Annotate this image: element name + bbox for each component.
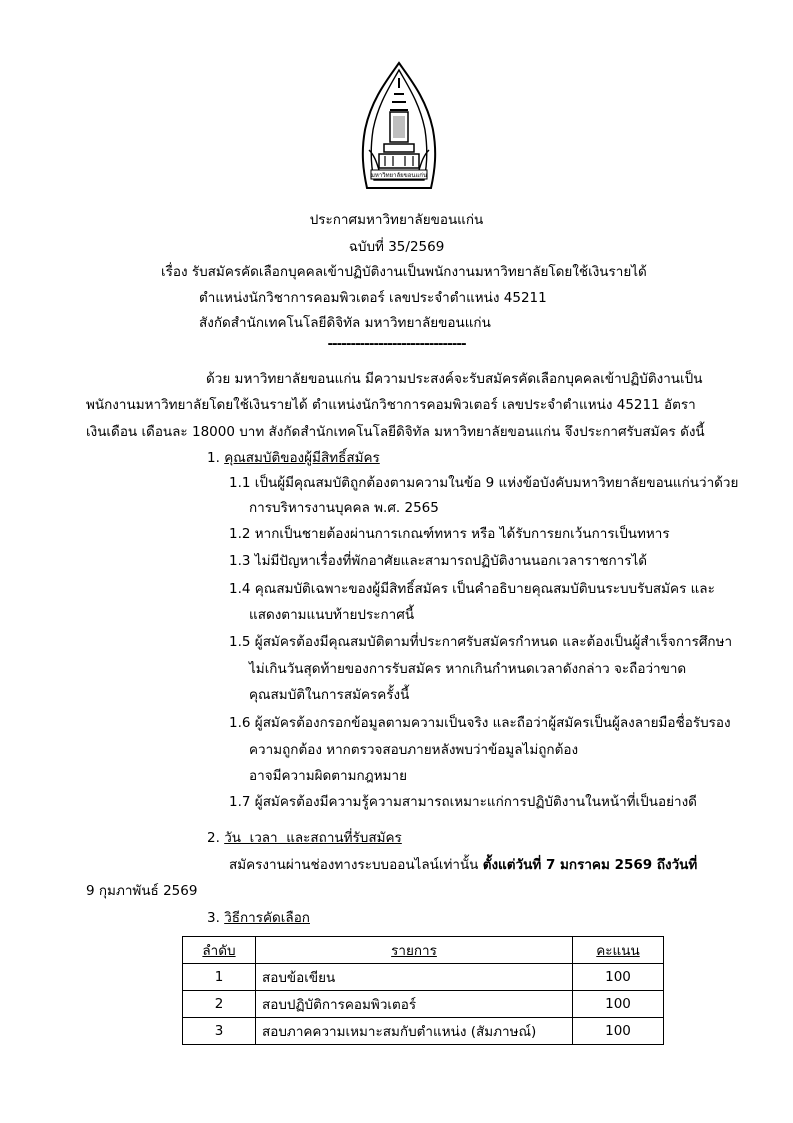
cell-score: 100 bbox=[573, 991, 664, 1018]
column-header-order: ลำดับ bbox=[183, 937, 256, 964]
intro-line-1: ด้วย มหาวิทยาลัยขอนแก่น มีความประสงค์จะรับสมัครคัดเลือกบุคคลเข้าปฏิบัติงานเป็น bbox=[206, 371, 703, 387]
cell-item: สอบปฏิบัติการคอมพิวเตอร์ bbox=[256, 991, 573, 1018]
cell-order: 2 bbox=[183, 991, 256, 1018]
section-1-title: คุณสมบัติของผู้มีสิทธิ์สมัคร bbox=[224, 450, 380, 466]
section-3-number: 3. bbox=[207, 910, 220, 926]
section-2-number: 2. bbox=[207, 830, 220, 846]
list-item: 1.4 คุณสมบัติเฉพาะของผู้มีสิทธิ์สมัคร เป็นคำอธิบายคุณสมบัติบนระบบรับสมัคร และ bbox=[229, 581, 715, 597]
unit-line: สังกัดสำนักเทคโนโลยีดิจิทัล มหาวิทยาลัยขอนแก่น bbox=[199, 315, 491, 331]
section-2-heading bbox=[207, 829, 402, 847]
list-item: 1.3 ไม่มีปัญหาเรื่องที่พักอาศัยและสามารถปฏิบัติงานนอกเวลาราชการได้ bbox=[229, 553, 648, 569]
column-header-score: คะแนน bbox=[573, 937, 664, 964]
column-header-item: รายการ bbox=[256, 937, 573, 964]
separator: ------------------------------ bbox=[327, 336, 466, 352]
list-item-continuation: ความถูกต้อง หากตรวจสอบภายหลังพบว่าข้อมูลไม่ถูกต้อง bbox=[249, 742, 579, 758]
cell-item: สอบภาคความเหมาะสมกับตำแหน่ง (สัมภาษณ์) bbox=[256, 1018, 573, 1045]
list-item-continuation: การบริหารงานบุคคล พ.ศ. 2565 bbox=[249, 500, 439, 516]
cell-score: 100 bbox=[573, 964, 664, 991]
cell-order: 1 bbox=[183, 964, 256, 991]
table-row bbox=[183, 964, 664, 991]
list-item-continuation: คุณสมบัติในการสมัครครั้งนี้ bbox=[249, 687, 410, 703]
announcement-subject: เรื่อง รับสมัครคัดเลือกบุคคลเข้าปฏิบัติงานเป็นพนักงานมหาวิทยาลัยโดยใช้เงินรายได้ bbox=[161, 264, 647, 280]
section-3-title: วิธีการคัดเลือก bbox=[224, 910, 310, 926]
application-period: ตั้งแต่วันที่ 7 มกราคม 2569 ถึงวันที่ bbox=[482, 857, 698, 873]
table-row bbox=[183, 991, 664, 1018]
logo-caption: มหาวิทยาลัยขอนแก่น bbox=[370, 172, 428, 179]
section-2-line-1: สมัครงานผ่านช่องทางระบบออนไลน์เท่านั้น ตั้งแต่วันที่ 7 มกราคม 2569 ถึงวันที่ bbox=[229, 857, 698, 873]
cell-item: สอบข้อเขียน bbox=[256, 964, 573, 991]
list-item: 1.6 ผู้สมัครต้องกรอกข้อมูลตามความเป็นจริง และถือว่าผู้สมัครเป็นผู้ลงลายมือชื่อรับรอง bbox=[229, 715, 731, 731]
list-item: 1.7 ผู้สมัครต้องมีความรู้ความสามารถเหมาะแก่การปฏิบัติงานในหน้าที่เป็นอย่างดี bbox=[229, 794, 697, 810]
university-seal-icon bbox=[357, 60, 441, 192]
announcement-number: ฉบับที่ 35/2569 bbox=[348, 239, 445, 255]
section-1-number: 1. bbox=[207, 450, 220, 466]
list-item: 1.2 หากเป็นชายต้องผ่านการเกณฑ์ทหาร หรือ ได้รับการยกเว้นการเป็นทหาร bbox=[229, 526, 670, 542]
announcement-org: ประกาศมหาวิทยาลัยขอนแก่น bbox=[309, 212, 484, 228]
list-item-continuation: แสดงตามแนบท้ายประกาศนี้ bbox=[249, 607, 415, 623]
list-item: 1.5 ผู้สมัครต้องมีคุณสมบัติตามที่ประกาศรับสมัครกำหนด และต้องเป็นผู้สำเร็จการศึกษา bbox=[229, 634, 733, 650]
section-2-line-2: 9 กุมภาพันธ์ 2569 bbox=[86, 883, 198, 899]
cell-score: 100 bbox=[573, 1018, 664, 1045]
selection-table bbox=[182, 936, 664, 1045]
section-2-title: วัน เวลา และสถานที่รับสมัคร bbox=[224, 830, 402, 846]
cell-order: 3 bbox=[183, 1018, 256, 1045]
table-row bbox=[183, 1018, 664, 1045]
list-item: 1.1 เป็นผู้มีคุณสมบัติถูกต้องตามความในข้อ 9 แห่งข้อบังคับมหาวิทยาลัยขอนแก่นว่าด้วย bbox=[229, 475, 739, 491]
position-line: ตำแหน่งนักวิชาการคอมพิวเตอร์ เลขประจำตำแหน่ง 45211 bbox=[199, 290, 547, 306]
table-header-row bbox=[183, 937, 664, 964]
intro-line-2: พนักงานมหาวิทยาลัยโดยใช้เงินรายได้ ตำแหน่งนักวิชาการคอมพิวเตอร์ เลขประจำตำแหน่ง 45211 อัตรา bbox=[86, 397, 696, 413]
intro-line-3: เงินเดือน เดือนละ 18000 บาท สังกัดสำนักเทคโนโลยีดิจิทัล มหาวิทยาลัยขอนแก่น จึงประกาศรับสมัคร ดังนี้ bbox=[86, 424, 705, 440]
list-item-continuation: อาจมีความผิดตามกฎหมาย bbox=[249, 768, 408, 784]
section-3-heading bbox=[207, 909, 310, 927]
list-item-continuation: ไม่เกินวันสุดท้ายของการรับสมัคร หากเกินกำหนดเวลาดังกล่าว จะถือว่าขาด bbox=[249, 661, 687, 677]
section-1-heading bbox=[207, 449, 380, 467]
